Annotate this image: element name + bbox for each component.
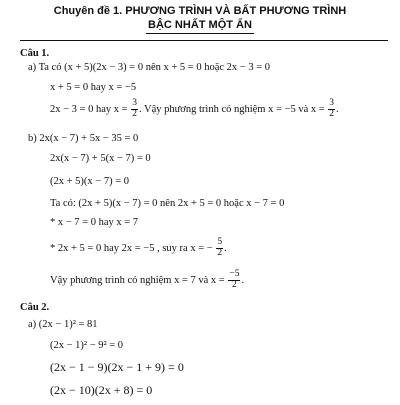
- fraction-3-2: [131, 99, 138, 120]
- cau-1b-line-7-pre: Vậy phương trình có nghiệm x = 7 và x =: [50, 274, 225, 286]
- document-title: [0, 5, 400, 34]
- numerator: 3: [329, 98, 335, 108]
- title-line-1: Chuyên đề 1. PHƯƠNG TRÌNH VÀ BẤT PHƯƠNG TRÌNH: [53, 5, 347, 17]
- cau-1b-line-6: [50, 238, 227, 259]
- cau-1b-line-6-pre: * 2x + 5 = 0 hay 2x = −5 , suy ra x = −: [50, 242, 213, 254]
- numerator: −5: [229, 269, 240, 279]
- denominator: 2: [329, 108, 335, 119]
- numerator: 5: [217, 237, 223, 247]
- fraction-5-2: [216, 238, 223, 259]
- cau-2a-line-4: (2x − 10)(2x + 8) = 0: [50, 383, 153, 397]
- cau-1b-line-7: [50, 270, 244, 291]
- fraction-neg5-2: [228, 270, 240, 291]
- cau-1b-line-3: (2x + 5)(x − 7) = 0: [50, 176, 130, 187]
- cau-1a-line-3-pre: 2x − 3 = 0 hay x =: [50, 103, 128, 115]
- denominator: 2: [217, 247, 223, 258]
- cau-1b-line-7-end: .: [241, 274, 245, 286]
- cau-1a-line-3-end: .: [336, 103, 339, 115]
- cau-1b-line-4: Ta có: (2x + 5)(x − 7) = 0 nên 2x + 5 = 0 hoặc x − 7 = 0: [50, 198, 285, 209]
- cau-2-heading: Câu 2.: [20, 302, 50, 313]
- numerator: 3: [132, 98, 137, 108]
- denominator: 2: [232, 279, 237, 290]
- cau-1a-line-2: x + 5 = 0 hay x = −5: [50, 82, 137, 93]
- cau-2a-line-1: a) (2x − 1)² = 81: [28, 319, 98, 330]
- cau-1b-line-5: * x − 7 = 0 hay x = 7: [50, 217, 139, 228]
- denominator: 2: [132, 108, 137, 119]
- cau-1a-line-1: a) Ta có (x + 5)(2x − 3) = 0 nên x + 5 = 0 hoặc 2x − 3 = 0: [28, 62, 271, 73]
- cau-1b-line-6-end: .: [224, 242, 227, 254]
- cau-1a-line-3: [50, 99, 339, 120]
- title-divider: [20, 40, 388, 41]
- cau-1a-line-3-mid: . Vậy phương trình có nghiệm x = −5 và x =: [138, 103, 325, 115]
- cau-1-heading: Câu 1.: [20, 48, 50, 59]
- cau-1b-line-1: b) 2x(x − 7) + 5x − 35 = 0: [28, 133, 139, 144]
- cau-2a-line-2: (2x − 1)² − 9² = 0: [50, 340, 124, 351]
- cau-1b-line-2: 2x(x − 7) + 5(x − 7) = 0: [50, 153, 151, 164]
- cau-2a-line-3: (2x − 1 − 9)(2x − 1 + 9) = 0: [50, 360, 184, 374]
- fraction-3-2-b: [328, 99, 335, 120]
- title-line-2: BẬC NHẤT MỘT ẨN: [146, 19, 254, 34]
